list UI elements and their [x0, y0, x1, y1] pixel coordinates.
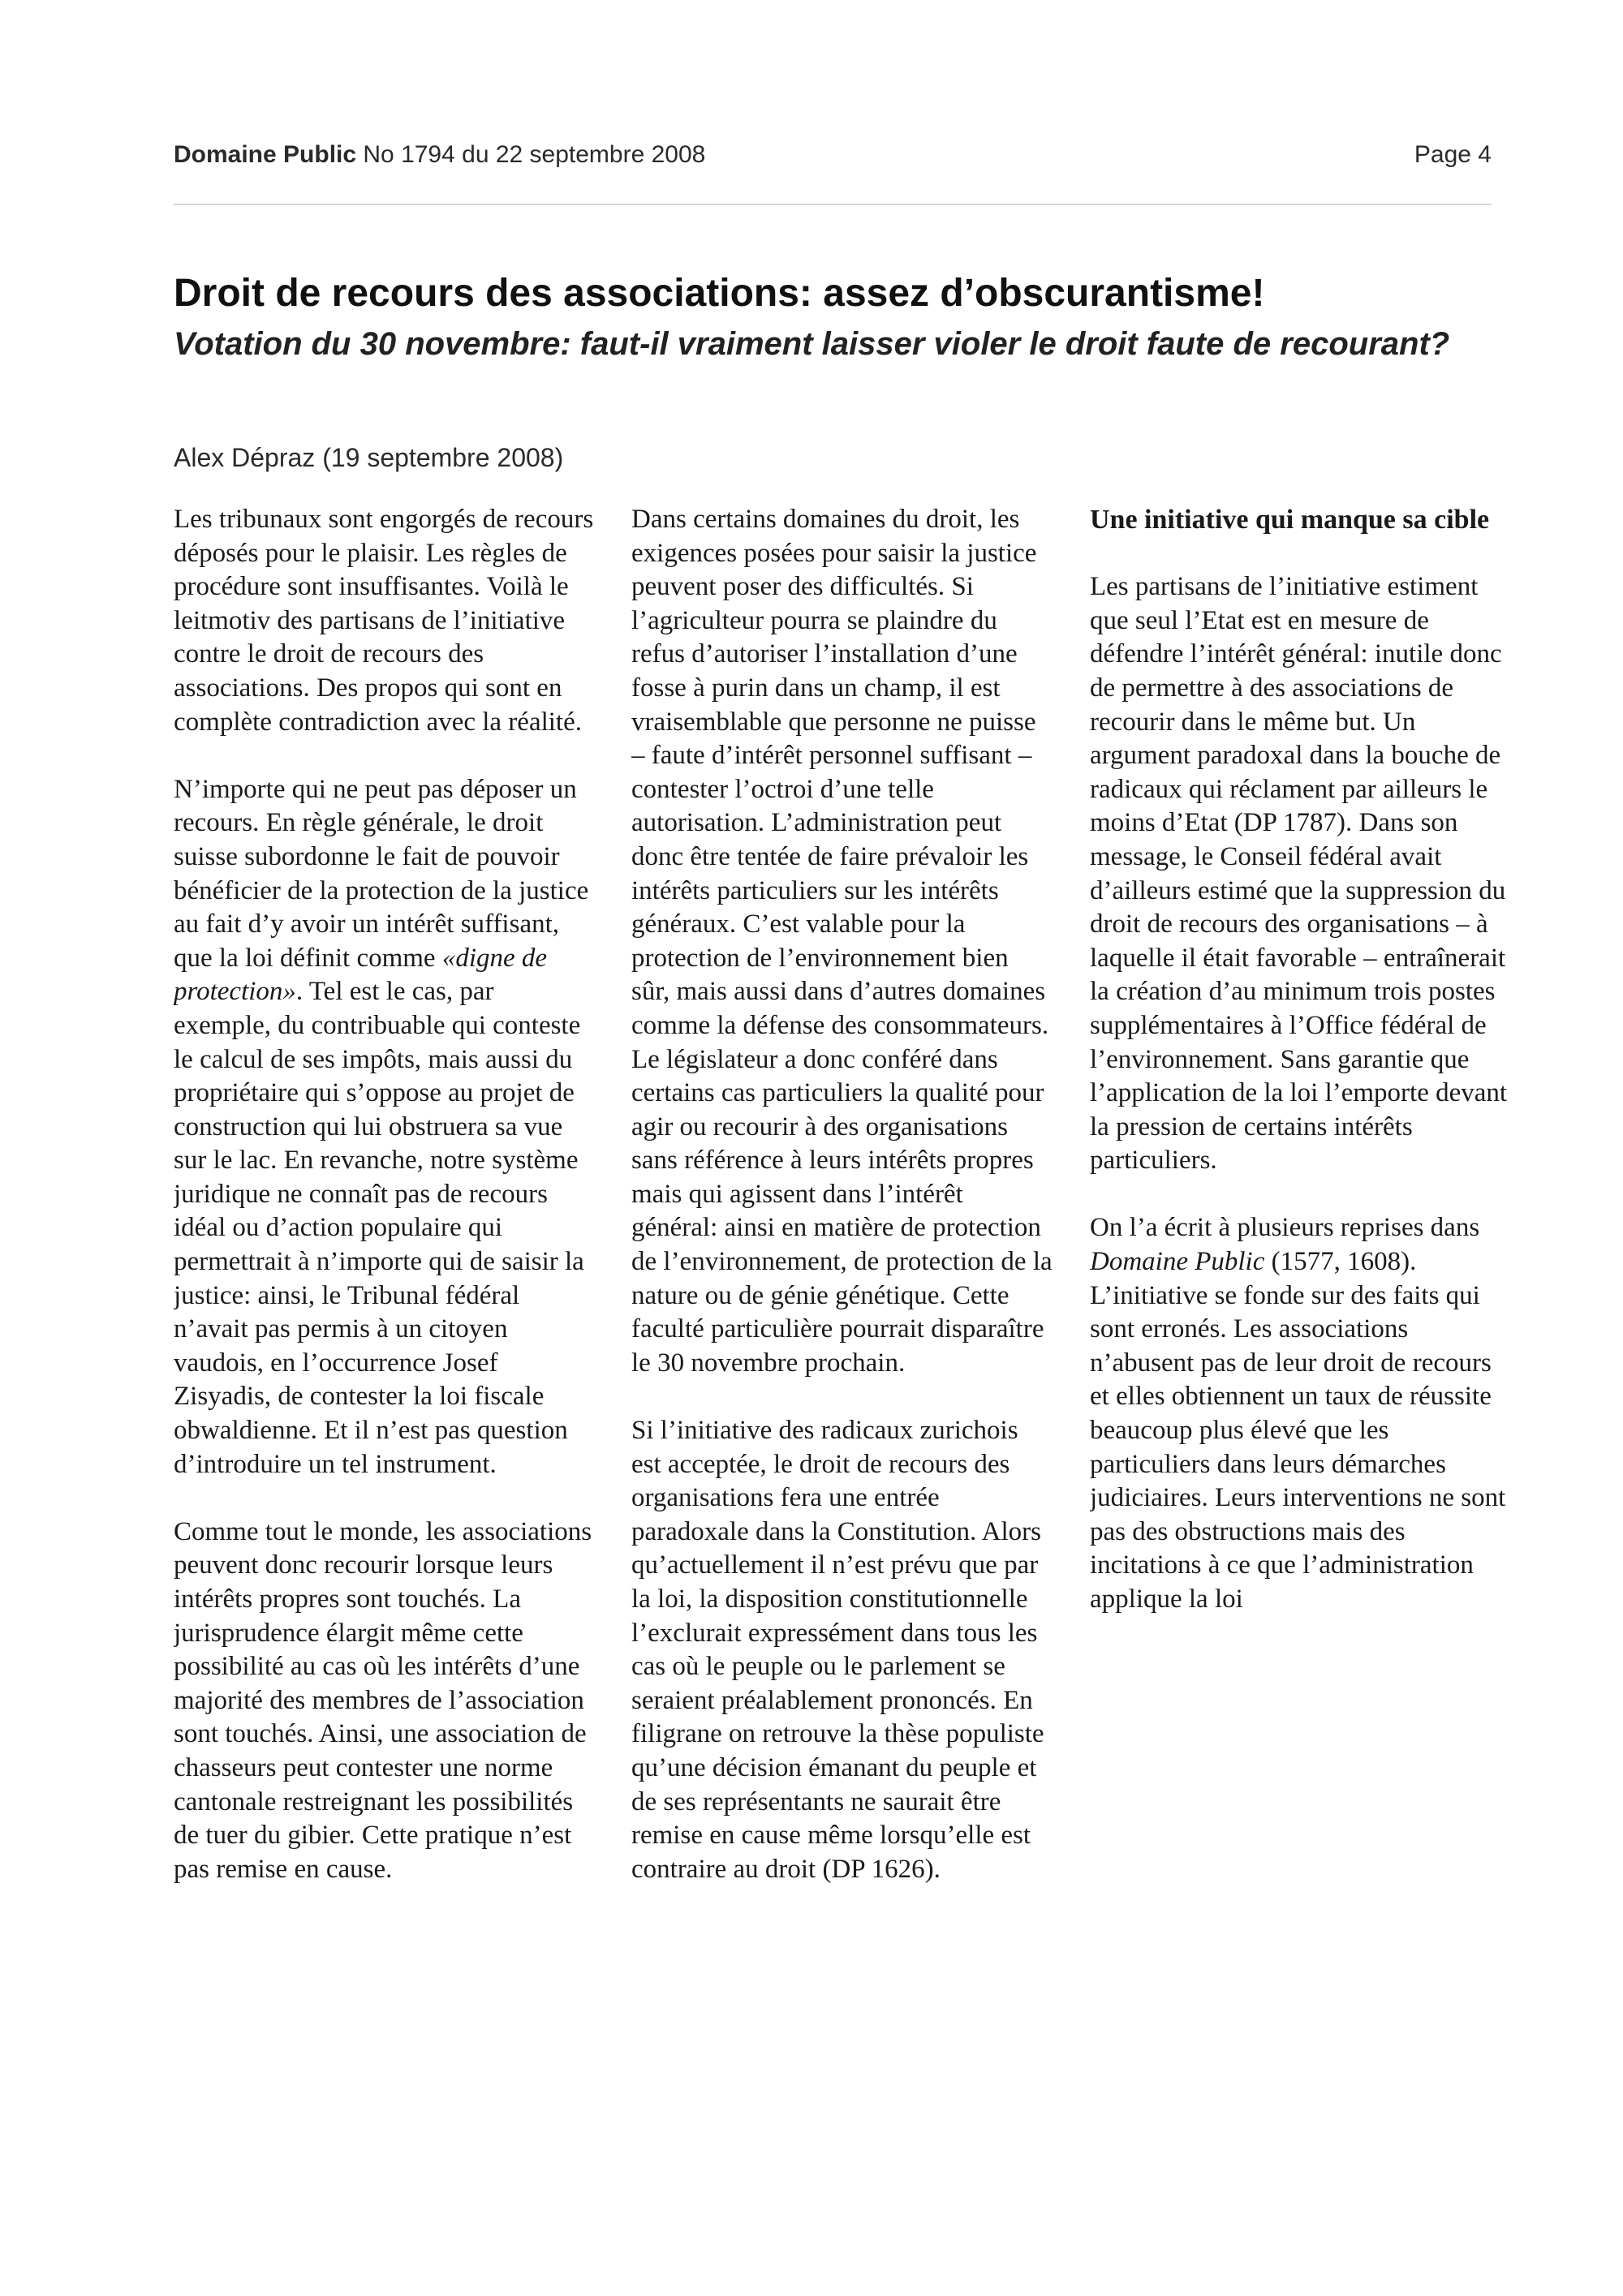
paragraph-1: Les tribunaux sont engorgés de recours déposés pour le plaisir. Les règles de procédure sont insuffisantes. Voilà le leitmotiv des partisans de l’initiative contre le droit de recours des associations. Des propos qui sont en complète contradiction avec la réalité. — [174, 505, 594, 737]
text-column-1 — [174, 503, 596, 2174]
paragraph-3: Comme tout le monde, les associations peuvent donc recourir lorsque leurs intérêts propres sont touchés. La jurisprudence élargit même cette possibilité au cas où les intérêts d’une majorité des membres de l’association sont touchés. Ainsi, une association de chasseurs peut contester une norme cantonale restreignant les possibilités de tuer du gibier. Cette pratique n’est pas remise en cause. — [174, 1516, 592, 1884]
issue-info: No 1794 du 22 septembre 2008 — [356, 141, 706, 168]
paragraph-2-text-a: N’importe qui ne peut pas déposer un recours. En règle générale, le droit suisse subordonne le fait de pouvoir bénéficier de la protection de la justice au fait d’y avoir un intérêt suffisant, que la loi définit comme — [174, 774, 589, 973]
paragraph-7 — [1090, 1211, 1512, 1616]
text-column-3 — [1090, 503, 1512, 2174]
article-byline: Alex Dépraz (19 septembre 2008) — [174, 443, 564, 472]
paragraph-2-emphasis: «digne de protection» — [174, 943, 548, 1007]
section-heading: Une initiative qui manque sa cible — [1090, 505, 1490, 535]
paragraph-7-text-a: On l’a écrit à plusieurs reprises dans — [1090, 1213, 1480, 1243]
text-column-2 — [631, 503, 1053, 2174]
header-publication — [174, 141, 705, 169]
page-header — [174, 135, 1492, 175]
article-subtitle: Votation du 30 novembre: faut-il vraiment laisser violer le droit faute de recourant? — [174, 326, 1450, 362]
header-divider — [174, 204, 1492, 205]
paragraph-7-text-b: (1577, 1608). L’initiative se fonde sur des faits qui sont erronés. Les associations n’abusent pas de leur droit de recours et elles obtiennent un taux de réussite beaucoup plus élevé que les particuliers dans leurs démarches judiciaires. Leurs interventions ne sont pas des obstructions mais des incitations à ce que l’administration applique la loi — [1090, 1247, 1506, 1614]
paragraph-7-emphasis: Domaine Public — [1090, 1247, 1265, 1277]
paragraph-6: Les partisans de l’initiative estiment que seul l’Etat est en mesure de défendre l’intérêt général: inutile donc de permettre à des associations de recourir dans le même but. Un argument paradoxal dans la bouche de radicaux qui réclament par ailleurs le moins d’Etat (DP 1787). Dans son message, le Conseil fédéral avait d’ailleurs estimé que la suppression du droit de recours des organisations – à laquelle il était favorable – entraînerait la création d’au minimum trois postes supplémentaires à l’Office fédéral de l’environnement. Sans garantie que l’application de la loi l’emporte devant la pression de certains intérêts particuliers. — [1090, 572, 1508, 1176]
article-title: Droit de recours des associations: assez d’obscurantisme! — [174, 272, 1265, 315]
paragraph-2-text-b: . Tel est le cas, par exemple, du contribuable qui conteste le calcul de ses impôts, mais aussi du propriétaire qui s’oppose au projet de construction qui lui obstruera sa vue sur le lac. En revanche, notre système juridique ne connaît pas de recours idéal ou d’action populaire qui permettrait à n’importe qui de saisir la justice: ainsi, le Tribunal fédéral n’avait pas permis à un citoyen vaudois, en l’occurrence Josef Zisyadis, de contester la loi fiscale obwaldienne. Et il n’est pas question d’introduire un tel instrument. — [174, 977, 584, 1479]
paragraph-2 — [174, 773, 596, 1481]
paragraph-5: Si l’initiative des radicaux zurichois est acceptée, le droit de recours des organisations fera une entrée paradoxale dans la Constitution. Alors qu’actuellement il n’est prévu que par la loi, la disposition constitutionnelle l’exclurait expressément dans tous les cas où le peuple ou le parlement se seraient préalablement prononcés. En filigrane on retrouve la thèse populiste qu’une décision émanant du peuple et de ses représentants ne saurait être remise en cause même lorsqu’elle est contraire au droit (DP 1626). — [631, 1416, 1044, 1884]
publication-name: Domaine Public — [174, 141, 357, 168]
paragraph-4: Dans certains domaines du droit, les exigences posées pour saisir la justice peuvent poser des difficultés. Si l’agriculteur pourra se plaindre du refus d’autoriser l’installation d’une fosse à purin dans un champ, il est vraisemblable que personne ne puisse – faute d’intérêt personnel suffisant – contester l’octroi d’une telle autorisation. L’administration peut donc être tentée de faire prévaloir les intérêts particuliers sur les intérêts généraux. C’est valable pour la protection de l’environnement bien sûr, mais aussi dans d’autres domaines comme la défense des consommateurs. Le législateur a donc conféré dans certains cas particuliers la qualité pour agir ou recourir à des organisations sans référence à leurs intérêts propres mais qui agissent dans l’intérêt général: ainsi en matière de protection de l’environnement, de protection de la nature ou de génie génétique. Cette faculté particulière pourrait disparaître le 30 novembre prochain. — [631, 505, 1053, 1378]
page-number: Page 4 — [1414, 141, 1492, 168]
